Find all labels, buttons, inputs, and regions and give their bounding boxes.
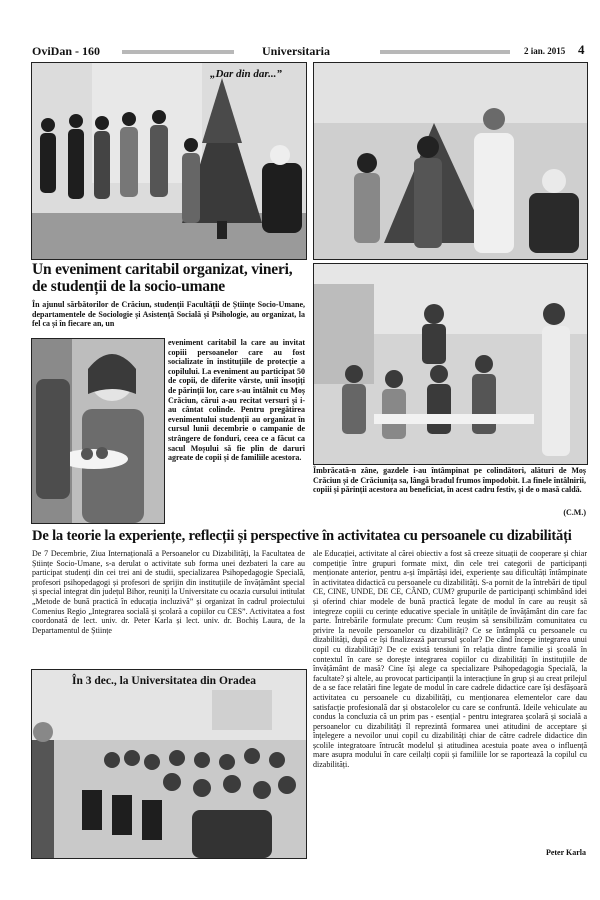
photo-girl-plate xyxy=(31,338,165,524)
article1-signature: (C.M.) xyxy=(563,508,586,517)
header-rule-left xyxy=(122,50,234,54)
issue-date: 2 ian. 2015 xyxy=(524,46,566,56)
photo-santa-gifts xyxy=(313,62,588,260)
article1-column: eveniment caritabil la care au invitat copiii persoanelor care au fost socializate în instituțiile de protecție a copilului. La eveniment au participat 50 de copii, de diferite vârste, unii însoțiți de părinții lor, care s-au întâlnit cu Moș Crăciun, cărui a-au recitat versuri și i-au cântat colinde. Pentru pregătirea evenimentului studenții au organizat în cursul lunii decembrie o campanie de strângere de fonduri, ceea ce a făcut ca sacul Moșului să fie plin de daruri agreate de copii și de familiile acestora. xyxy=(168,338,305,463)
article2-right-column: ale Educației, activitate al cărei obiectiv a fost să creeze situații de cooperare și chiar competiție între grupuri formate mixt, din cele trei categorii de participanți menționate anterior, pentru a-și împărtăși idei, experiențe sau dificultăți întâmpinate în activitatea didactică cu persoanele cu dizabilități. S-a pornit de la întrebări de tipul CE, CINE, UNDE, DE CE, CÂND, CUM? grupurile de participanți schimbând idei și oferind chiar modele de bună practică legate de modul în care au reușit să integreze copiii cu cerințe educative speciale în unitățile de învățământ din care fac parte. Întrebările formulate precum: Cum reușim să sensibilizăm comunitatea cu privire la nevoile persoanelor cu dizabilități? Ce se întâmplă cu persoanele cu dizabilități, după ce își finalizează parcursul școlar? De când începe integrarea unui copil cu dizabilități? De ce există tensiuni în relația dintre familie și școală în contextul în care se dorește integrarea copiilor cu dizabilități în instituțiile de învățământ de masă? Cine își alege ca specializare Psihopedagogia Specială, la facultate? și altele, au provocat participanții la interacțiune în grup și au creat prilejul de a se face relatări fine legate de modul în care cadrele didactice care își desfășoară activitatea cu persoanele cu dizabilități, cu menționarea elementelor care dau satisfacție profesională dar și obstacolelor cu care se confruntă. Ideile vehiculate au condus la concluzia că un prim pas - esențial - pentru integrarea școlară și socială a persoanelor cu dizabilități îl reprezintă formarea unei atitudini de acceptare și înțelegere a nevoilor unui copil cu dizabilități chiar de către cadrele didactice din școlile integratoare întrucât modelul și atitudinea acestuia poate avea o influență mare asupra modului în care ceilalți copii și familiile lor se raportează la copilul cu dizabilități. xyxy=(313,549,587,770)
photo-children-tree xyxy=(31,62,307,260)
seminar-caption: În 3 dec., la Universitatea din Oradea xyxy=(72,675,256,687)
article2-title: De la teorie la experiențe, reflecții și perspective în activitatea cu persoanele cu dizabilități xyxy=(32,528,572,544)
photo-seminar-room xyxy=(31,669,307,859)
article2-signature: Peter Karla xyxy=(545,848,586,857)
section-label: Universitaria xyxy=(262,44,330,58)
article1-lead: În ajunul sărbătorilor de Crăciun, studenții Facultății de Științe Socio-Umane, departamentele de Sociologie și Asistență Socială și Psihologie, au organizat, la fel ca și în fiecare an, un xyxy=(32,300,305,329)
article2-left-column: De 7 Decembrie, Ziua Internațională a Persoanelor cu Dizabilități, la Facultatea de Științe Socio-Umane, s-a derulat o activitate sub forma unei dezbateri la care au participat studenți din cei trei ani de studii, specializarea Psihopedagogie Specială, profesori psihopedagogi și profesori de sprijin din instituțiile de învățământ special și special integrat din județul Bihor, reuniți la Universitate cu ocazia cursului intitulat „Metode de bună practică în educația incluzivă” și organizat în cadrul proiectului Comenius Regio „Integrarea socială și școlară a copiilor cu CES”. Activitatea a fost coordonată de lect. univ. dr. Peter Karla și lect. univ. dr. Bochiș Laura, de la Departamentul de Științe xyxy=(32,549,305,635)
page-number: 4 xyxy=(578,42,585,57)
photo-caption-gift: „Dar din dar...” xyxy=(210,68,282,80)
publication-label: OviDan - 160 xyxy=(32,44,101,58)
article1-title: Un eveniment caritabil organizat, vineri, de studenții de la socio-umane xyxy=(32,261,293,295)
photo-children-tables xyxy=(313,263,588,465)
article1-photo-caption: Îmbrăcată-n zâne, gazdele i-au întâmpinat pe colindători, alături de Moș Crăciun și de Crăciunița sa, lângă bradul frumos împodobit. La finele întâlnirii, copiii și părinții acestora au beneficiat, în acest cadru festiv, și de o masă caldă. xyxy=(313,466,586,495)
header-rule-right xyxy=(380,50,510,54)
